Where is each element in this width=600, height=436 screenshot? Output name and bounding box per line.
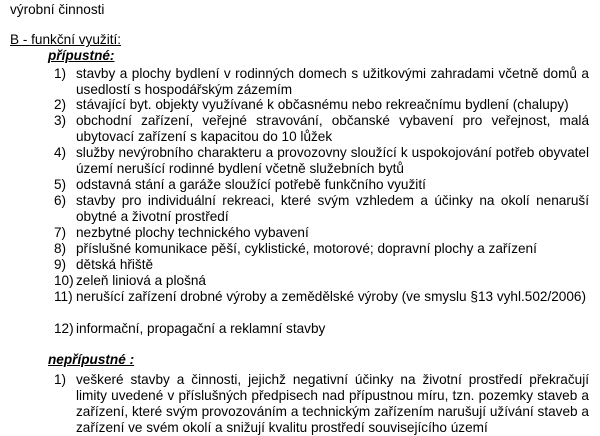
item-text: veškeré stavby a činnosti, jejichž negativní účinky na životní prostředí překračují limity uvedené v příslušných předpisech nad přípustnou míru, tzn. pozemky staveb a zařízení, které svým provozováním a technickým zařízením narušují užívání staveb a zařízení ve svém okolí a snižují kvalitu prostředí souvisejícího území <box>76 372 589 435</box>
item-text: příslušné komunikace pěší, cyklistické, motorové; dopravní plochy a zařízení <box>76 241 537 256</box>
item-text: služby nevýrobního charakteru a provozovny sloužící k uspokojování potřeb obyvatel území nerušící rodinné bydlení včetně služebních bytů <box>76 145 589 176</box>
disallowed-heading: nepřípustné : <box>48 352 135 367</box>
item-number: 7) <box>54 225 67 240</box>
item-text-clip <box>76 372 589 435</box>
item-number: 3) <box>54 113 67 128</box>
item-text: zeleň liniová a plošná <box>76 273 206 288</box>
item-text: stavby pro individuální rekreaci, které svým vzhledem a účinky na okolí nenaruší obytné a životní prostředí <box>76 193 589 224</box>
item-number: 2) <box>54 97 67 112</box>
item-number: 4) <box>54 145 67 160</box>
item-number: 8) <box>54 241 67 256</box>
item-text: informační, propagační a reklamní stavby <box>76 321 326 336</box>
section-title: B - funkční využití: <box>10 32 122 47</box>
item-number: 12) <box>54 321 74 336</box>
intro-tail-text: výrobní činnosti <box>10 2 105 17</box>
allowed-heading: přípustné: <box>48 48 115 63</box>
item-text: stavby a plochy bydlení v rodinných domech s užitkovými zahradami včetně domů a usedlostí s hospodářským zázemím <box>76 66 589 97</box>
item-number: 11) <box>54 289 73 304</box>
item-text: nezbytné plochy technického vybavení <box>76 225 309 240</box>
item-text: nerušící zařízení drobné výroby a zemědělské výroby (ve smyslu §13 vyhl.502/2006) <box>76 289 587 304</box>
item-number: 9) <box>54 257 67 272</box>
item-number: 10) <box>54 273 74 288</box>
item-text: odstavná stání a garáže sloužící potřebě funkčního využití <box>76 177 426 192</box>
item-text: obchodní zařízení, veřejné stravování, občanské vybavení pro veřejnost, malá ubytovací zařízení s kapacitou do 10 lůžek <box>76 113 589 144</box>
item-text: stávající byt. objekty využívané k občasnému nebo rekreačnímu bydlení (chalupy) <box>76 97 569 112</box>
item-text: dětská hřiště <box>76 257 154 272</box>
item-number: 5) <box>54 177 67 192</box>
item-number: 1) <box>54 372 67 387</box>
item-number: 6) <box>54 193 67 208</box>
item-number: 1) <box>54 66 67 81</box>
